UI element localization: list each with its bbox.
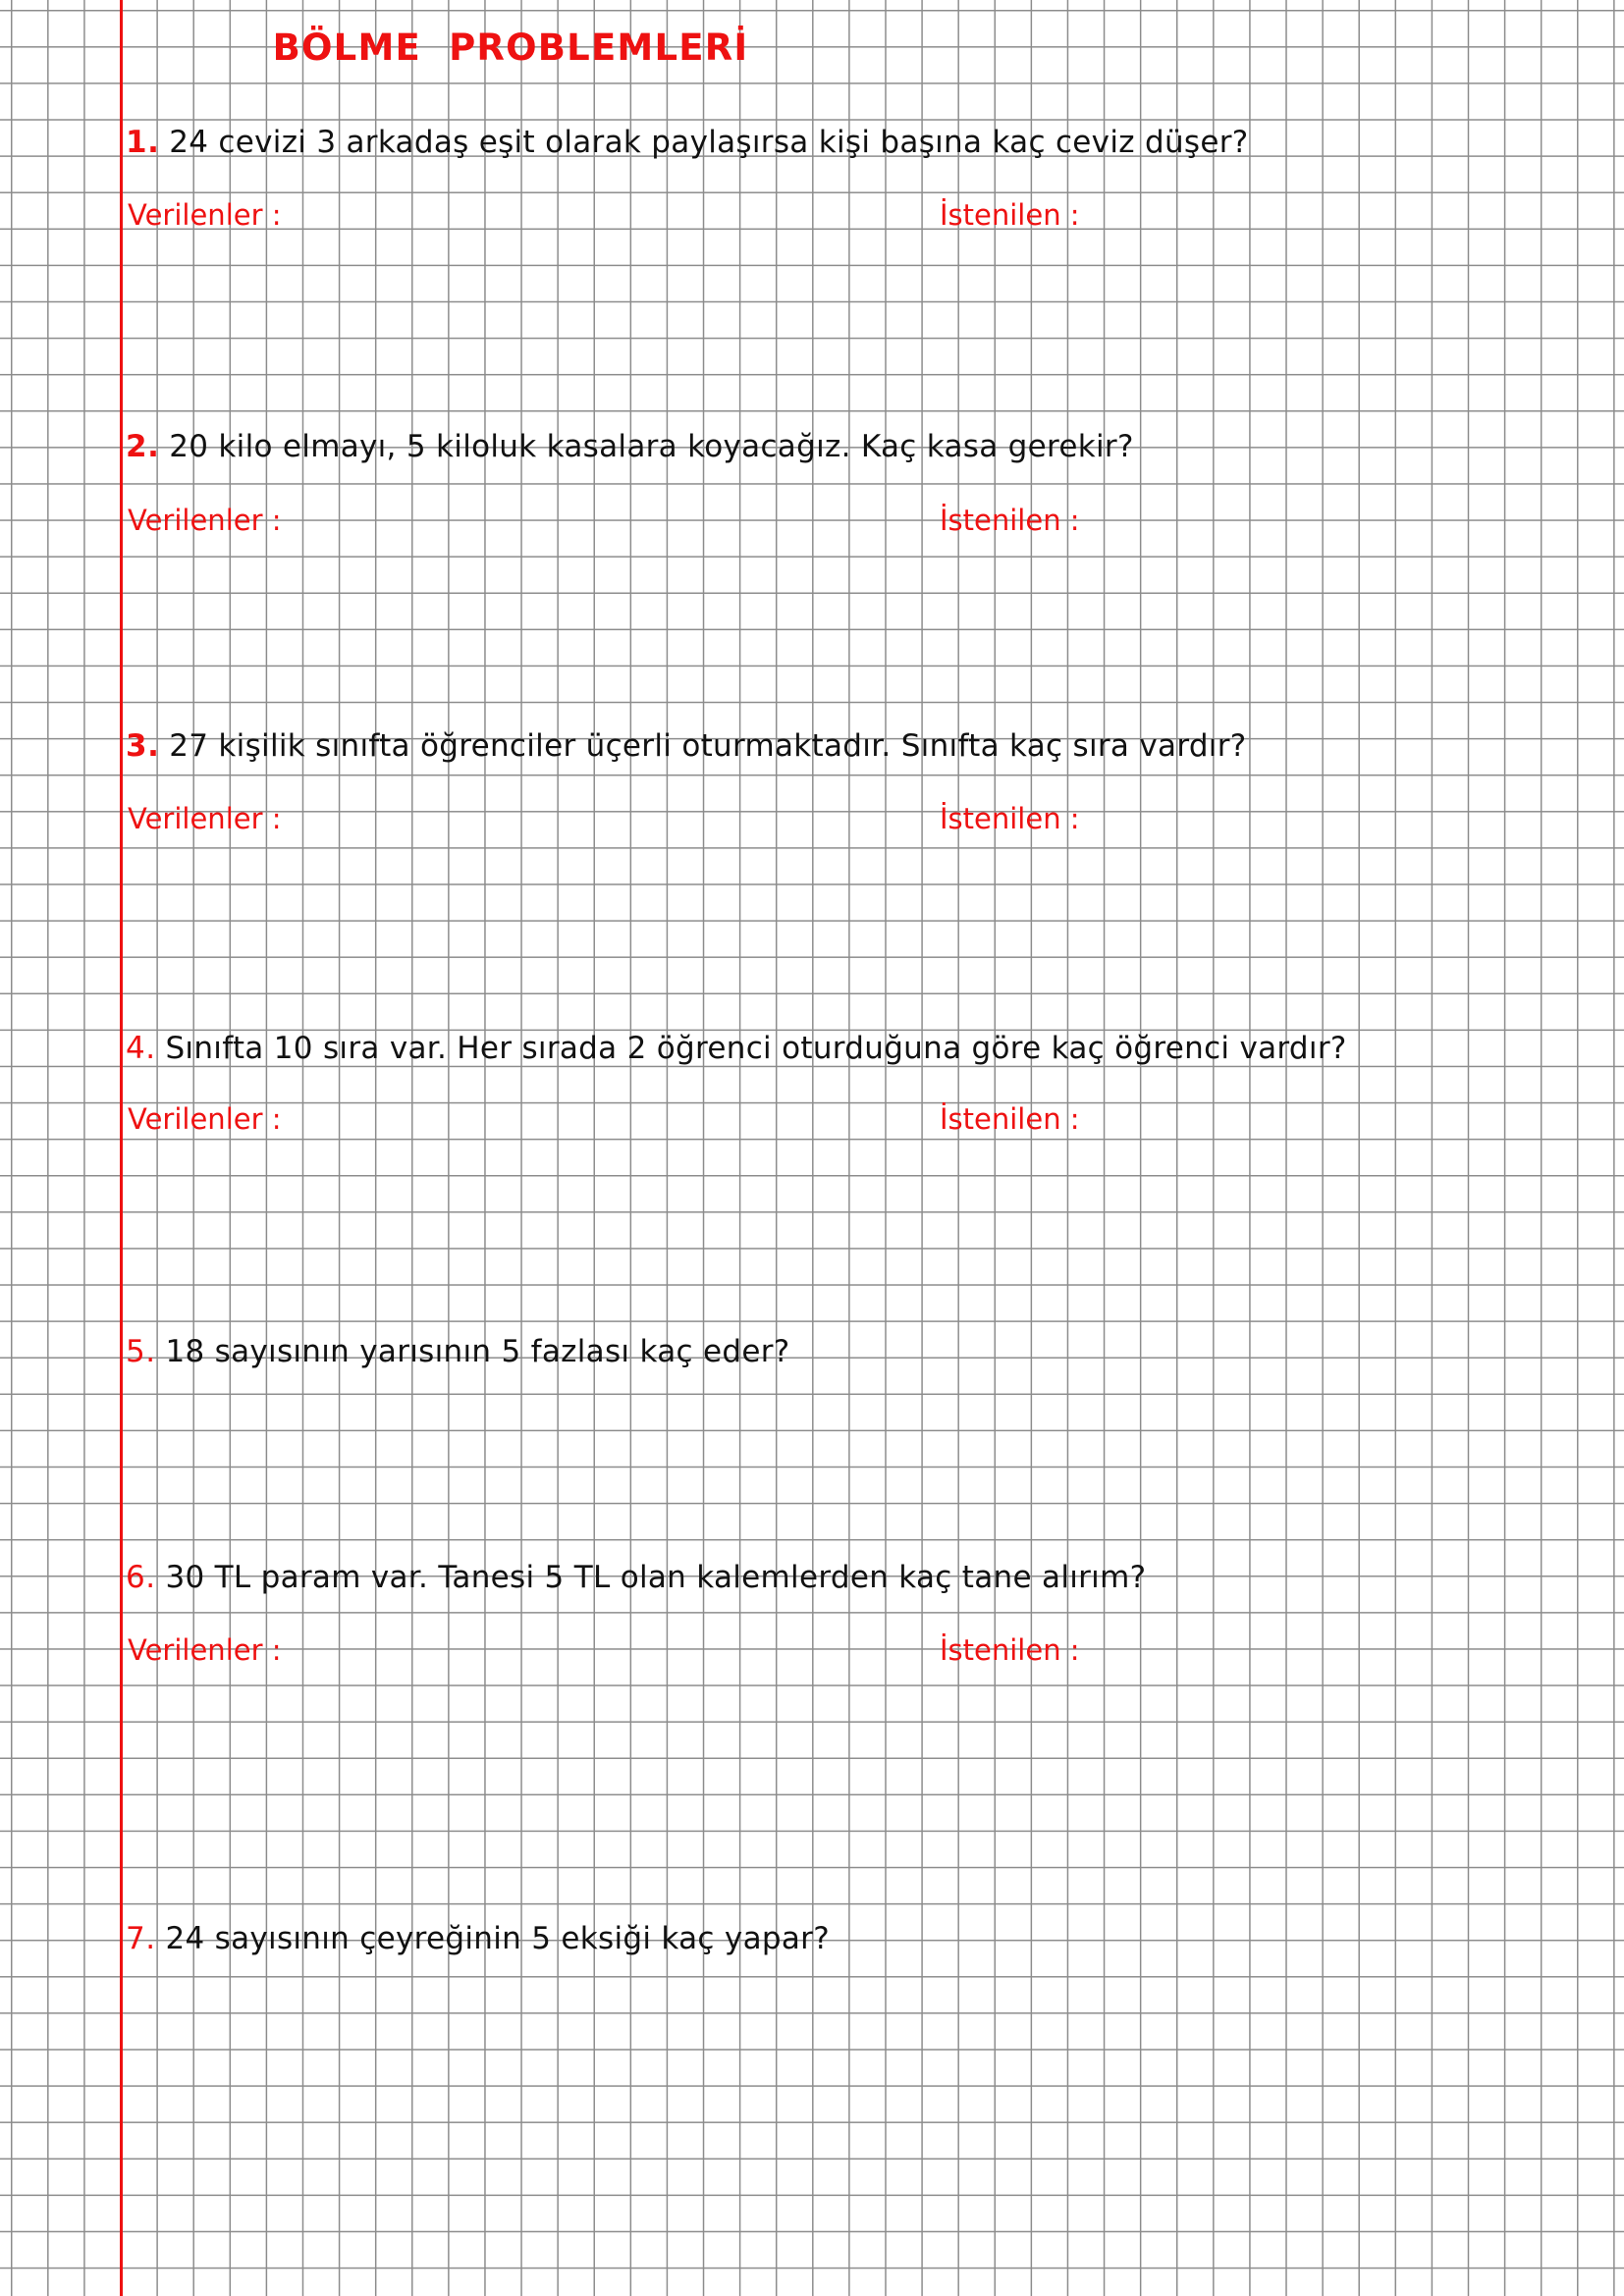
page-title: BÖLME PROBLEMLERİ (272, 27, 749, 69)
problem-2 (126, 429, 1134, 464)
problem-1-fields (0, 198, 1624, 235)
problem-2-number: 2. (126, 429, 160, 464)
problem-7 (126, 1921, 830, 1956)
problem-4-text: Sınıfta 10 sıra var. Her sırada 2 öğrenci oturduğuna göre kaç öğrenci vardır? (165, 1031, 1347, 1066)
problem-4-istenilen-label: İstenilen : (940, 1102, 1080, 1136)
problem-4-verilenler-label: Verilenler : (128, 1102, 282, 1136)
problem-1-istenilen-label: İstenilen : (940, 198, 1080, 232)
problem-4-fields (0, 1102, 1624, 1139)
red-margin-line (120, 0, 123, 2296)
problem-5 (126, 1334, 790, 1369)
problem-6-number: 6. (126, 1560, 156, 1595)
problem-7-text: 24 sayısının çeyreğinin 5 eksiği kaç yapar? (165, 1921, 830, 1956)
problem-6-istenilen-label: İstenilen : (940, 1633, 1080, 1667)
problem-2-fields (0, 504, 1624, 540)
problem-2-verilenler-label: Verilenler : (128, 504, 282, 537)
problem-6-text: 30 TL param var. Tanesi 5 TL olan kalemlerden kaç tane alırım? (165, 1560, 1147, 1595)
problem-1-text: 24 cevizi 3 arkadaş eşit olarak paylaşırsa kişi başına kaç ceviz düşer? (169, 125, 1249, 160)
problem-2-text: 20 kilo elmayı, 5 kiloluk kasalara koyacağız. Kaç kasa gerekir? (169, 429, 1134, 464)
problem-3 (126, 728, 1247, 764)
problem-3-text: 27 kişilik sınıfta öğrenciler üçerli oturmaktadır. Sınıfta kaç sıra vardır? (169, 728, 1247, 764)
problem-5-number: 5. (126, 1334, 156, 1369)
problem-1-number: 1. (126, 125, 160, 160)
problem-1 (126, 125, 1249, 160)
problem-1-verilenler-label: Verilenler : (128, 198, 282, 232)
problem-4-number: 4. (126, 1031, 156, 1066)
problem-6 (126, 1560, 1147, 1595)
problem-3-istenilen-label: İstenilen : (940, 802, 1080, 835)
problem-5-text: 18 sayısının yarısının 5 fazlası kaç eder? (165, 1334, 790, 1369)
problem-3-number: 3. (126, 728, 160, 764)
problem-6-verilenler-label: Verilenler : (128, 1633, 282, 1667)
problem-7-number: 7. (126, 1921, 156, 1956)
problem-4 (126, 1031, 1347, 1066)
problem-2-istenilen-label: İstenilen : (940, 504, 1080, 537)
problem-3-fields (0, 802, 1624, 838)
problem-3-verilenler-label: Verilenler : (128, 802, 282, 835)
problem-6-fields (0, 1633, 1624, 1670)
